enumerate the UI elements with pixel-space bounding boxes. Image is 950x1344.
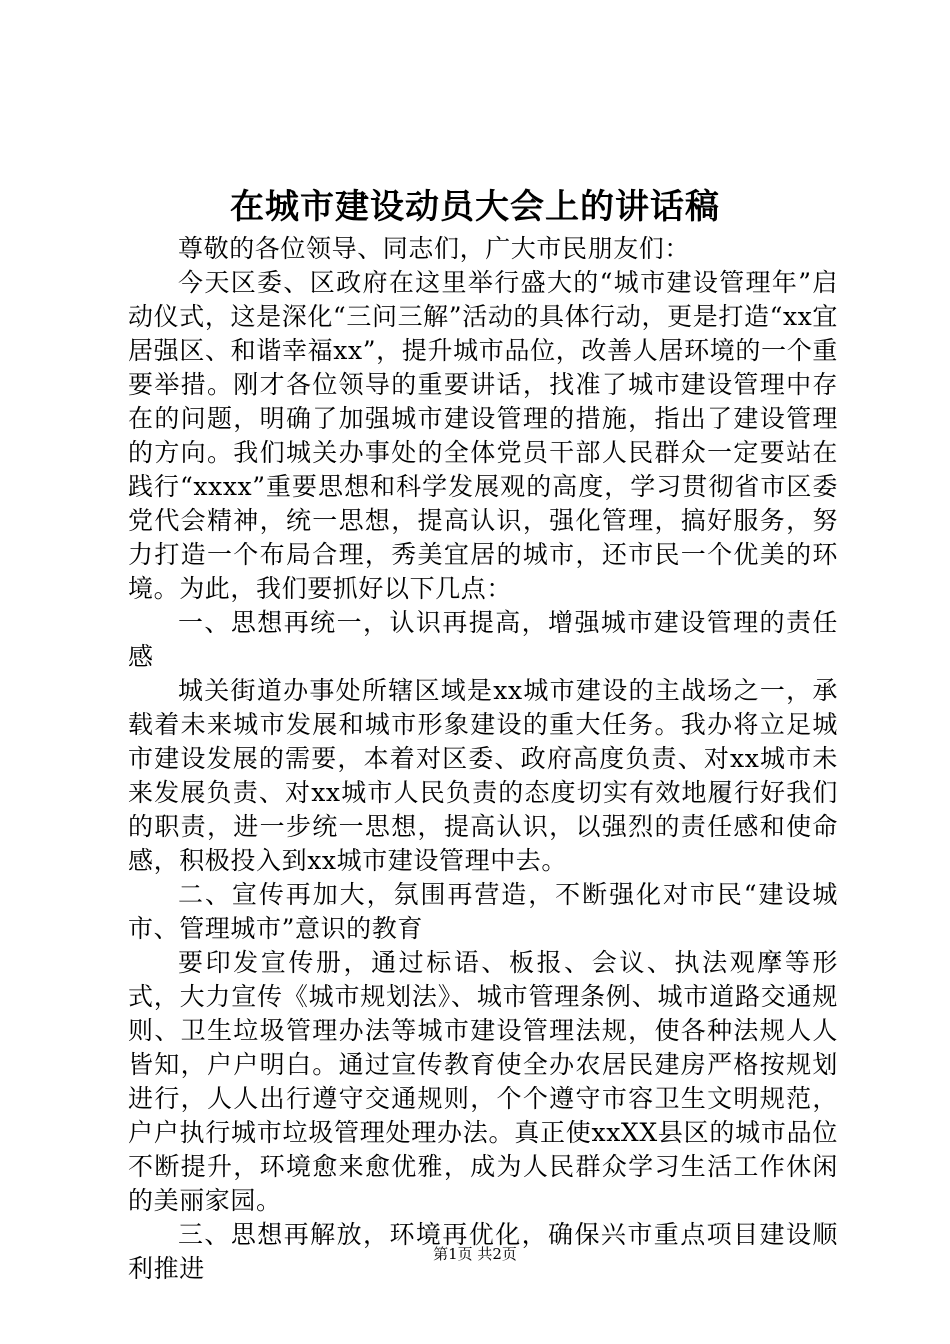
document-body <box>128 232 838 1286</box>
section-heading-3: 三、思想再解放，环境再优化，确保兴市重点项目建设顺利推进 <box>128 1220 838 1283</box>
section-heading-2: 二、宣传再加大，氛围再营造，不断强化对市民“建设城市、管理城市”意识的教育 <box>128 880 838 943</box>
salutation-paragraph: 尊敬的各位领导、同志们，广大市民朋友们： <box>178 234 691 263</box>
section-body-2: 要印发宣传册，通过标语、板报、会议、执法观摩等形式，大力宣传《城市规划法》、城市管理条例、城市道路交通规则、卫生垃圾管理办法等城市建设管理法规，使各种法规人人皆知，户户明白。通过宣传教育使全办农居民建房严格按规划进行，人人出行遵守交通规则，个个遵守市容卫生文明规范，户户执行城市垃圾管理处理办法。真正使xxXX县区的城市品位不断提升，环境愈来愈优雅，成为人民群众学习生活工作休闲的美丽家园。 <box>128 948 838 1215</box>
document-title: 在城市建设动员大会上的讲话稿 <box>230 187 720 227</box>
section-heading-1: 一、思想再统一，认识再提高，增强城市建设管理的责任感 <box>128 608 838 671</box>
intro-paragraph: 今天区委、区政府在这里举行盛大的“城市建设管理年”启动仪式，这是深化“三问三解”活动的具体行动，更是打造“xx宜居强区、和谐幸福xx”，提升城市品位，改善人居环境的一个重要举措。刚才各位领导的重要讲话，找准了城市建设管理中存在的问题，明确了加强城市建设管理的措施，指出了建设管理的方向。我们城关办事处的全体党员干部人民群众一定要站在践行“xxxx”重要思想和科学发展观的高度，学习贯彻省市区委党代会精神，统一思想，提高认识，强化管理，搞好服务，努力打造一个布局合理，秀美宜居的城市，还市民一个优美的环境。为此，我们要抓好以下几点： <box>128 268 838 603</box>
page-number-footer: 第1页 共2页 <box>433 1245 517 1263</box>
section-body-1: 城关街道办事处所辖区域是xx城市建设的主战场之一，承载着未来城市发展和城市形象建设的重大任务。我办将立足城市建设发展的需要，本着对区委、政府高度负责、对xx城市未来发展负责、对xx城市人民负责的态度切实有效地履行好我们的职责，进一步统一思想，提高认识，以强烈的责任感和使命感，积极投入到xx城市建设管理中去。 <box>128 676 838 875</box>
